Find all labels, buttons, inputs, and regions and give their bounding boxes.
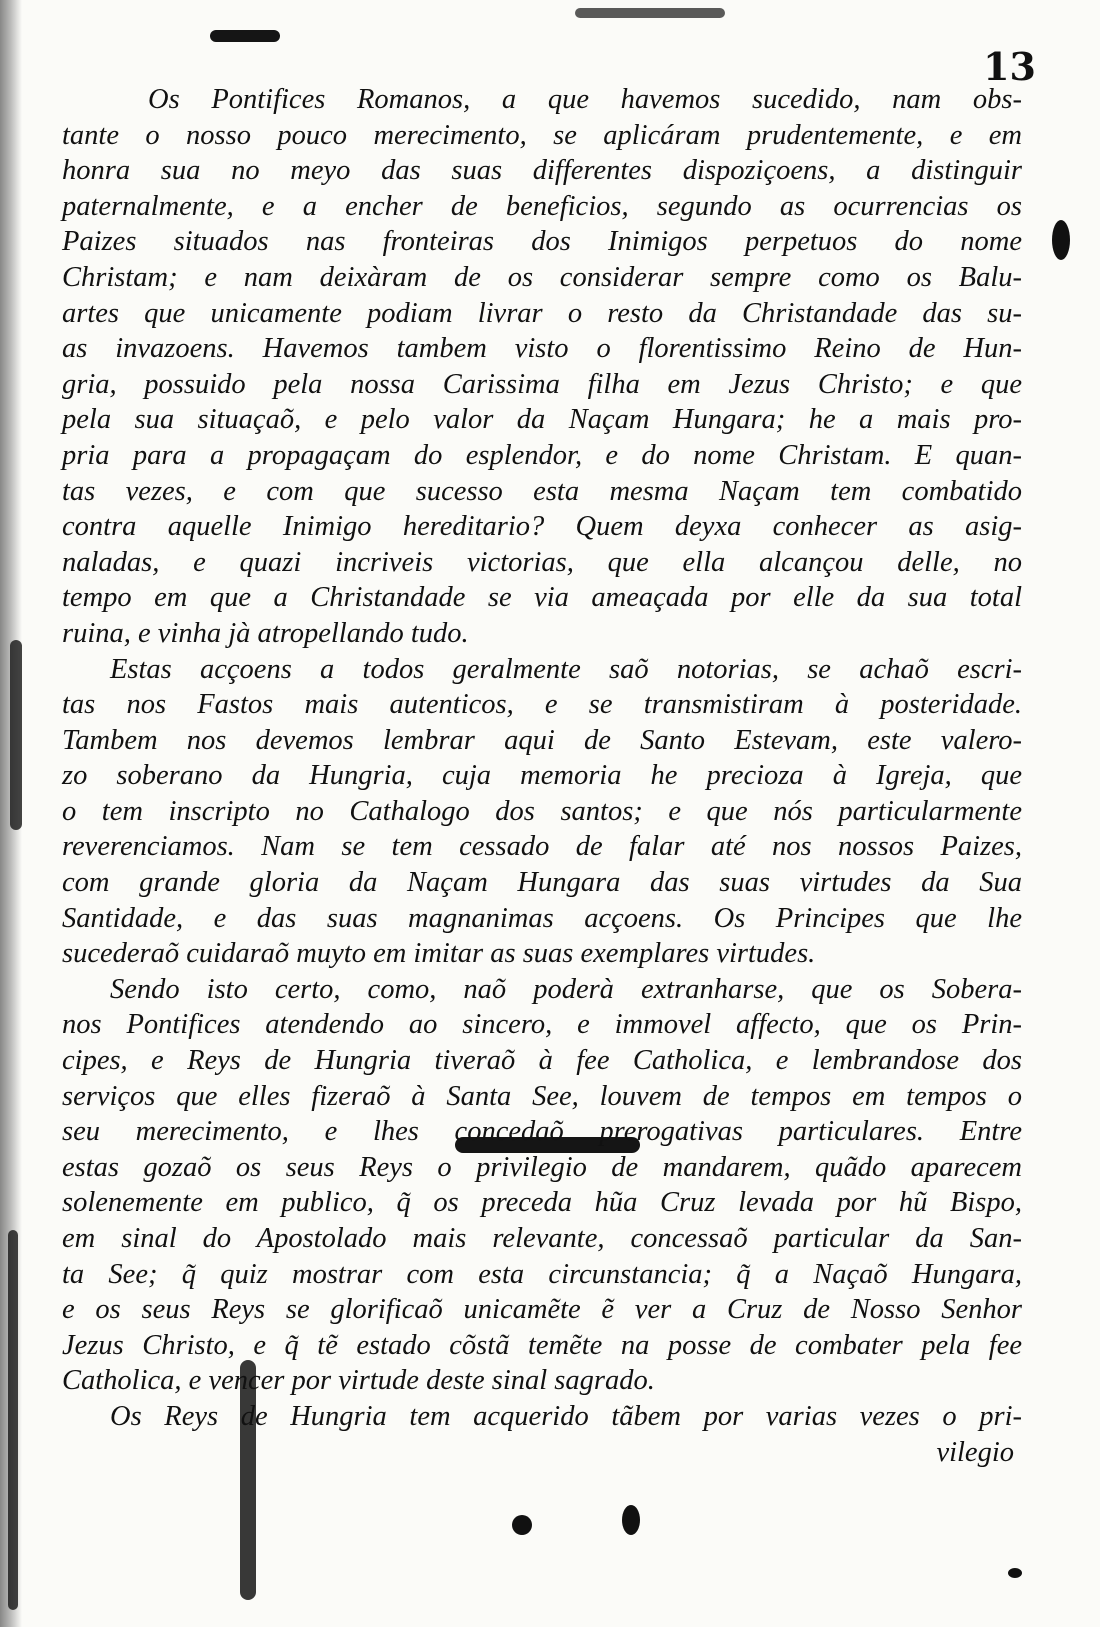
- text-line: tas nos Fastos mais autenticos, e se transmistiram à posteridade.: [62, 689, 1022, 721]
- text-line: Tambem nos devemos lembrar aqui de Santo Estevam, este valero-: [62, 724, 1022, 756]
- catchword: vilegio: [936, 1436, 1014, 1468]
- text-line: cipes, e Reys de Hungria tiveraõ à fee Catholica, e lembrandose dos: [62, 1045, 1022, 1077]
- ink-smudge-top: [210, 30, 280, 42]
- paragraph-2: [62, 652, 1022, 972]
- text-line: Jezus Christo, e q̃ tẽ estado cõstã temẽte na posse de combater pela fee: [62, 1329, 1022, 1361]
- ink-streak-left: [10, 640, 22, 830]
- text-line: honra sua no meyo das suas differentes dispoziçoens, a distinguir: [62, 155, 1022, 187]
- text-line: com grande gloria da Naçam Hungara das suas virtudes da Sua: [62, 867, 1022, 899]
- text-line: tante o nosso pouco merecimento, se aplicáram prudentemente, e em: [62, 119, 1022, 151]
- text-line: gria, possuido pela nossa Carissima filha em Jezus Christo; e que: [62, 368, 1022, 400]
- text-line: solenemente em publico, q̃ os preceda hũa Cruz levada por hũ Bispo,: [62, 1187, 1022, 1219]
- text-line: zo soberano da Hungria, cuja memoria he precioza à Igreja, que: [62, 760, 1022, 792]
- text-line: e os seus Reys se glorificaõ unicamẽte ẽ ver a Cruz de Nosso Senhor: [62, 1294, 1022, 1326]
- text-line: ta See; q̃ quiz mostrar com esta circunstancia; q̃ a Naçaõ Hungara,: [62, 1258, 1022, 1290]
- text-line: seu merecimento, e lhes concedaõ prerogativas particulares. Entre: [62, 1116, 1022, 1148]
- text-line: sucederaõ cuidaraõ muyto em imitar as suas exemplares virtudes.: [62, 938, 816, 970]
- text-line: tempo em que a Christandade se via ameaçada por elle da sua total: [62, 582, 1022, 614]
- ink-dot: [622, 1505, 640, 1535]
- text-line: Christam; e nam deixàram de os considerar sempre como os Balu-: [62, 261, 1022, 293]
- text-line: Estas acçoens a todos geralmente saõ notorias, se achaõ escri-: [110, 653, 1022, 685]
- text-line: ruina, e vinha jà atropellando tudo.: [62, 617, 469, 649]
- paragraph-3: [62, 972, 1022, 1399]
- text-line: serviços que elles fizeraõ à Santa See, louvem de tempos em tempos o: [62, 1080, 1022, 1112]
- paragraph-4: [62, 1399, 1022, 1470]
- page-number: 13: [983, 44, 1036, 89]
- text-line: Catholica, e vencer por virtude deste sinal sagrado.: [62, 1365, 655, 1397]
- text-line: nos Pontifices atendendo ao sincero, e immovel affecto, que os Prin-: [62, 1009, 1022, 1041]
- ink-dot: [512, 1515, 532, 1535]
- paragraph-1: [62, 82, 1022, 652]
- ink-smudge-top-right: [575, 8, 725, 18]
- text-line: naladas, e quazi incriveis victorias, que ella alcançou delle, no: [62, 546, 1022, 578]
- text-line: o tem inscripto no Cathalogo dos santos; e que nós particularmente: [62, 795, 1022, 827]
- text-line: pria para a propagaçam do esplendor, e do nome Christam. E quan-: [62, 439, 1022, 471]
- text-line: contra aquelle Inimigo hereditario? Quem deyxa conhecer as asig-: [62, 511, 1022, 543]
- ink-streak-left-lower: [8, 1230, 18, 1610]
- ink-blot: [1052, 220, 1070, 260]
- text-line: Paizes situados nas fronteiras dos Inimigos perpetuos do nome: [62, 226, 1022, 258]
- text-line: Santidade, e das suas magnanimas acçoens. Os Principes que lhe: [62, 902, 1022, 934]
- text-line: Os Reys de Hungria tem acquerido tãbem por varias vezes o pri-: [110, 1400, 1022, 1432]
- text-line: pela sua situaçaõ, e pelo valor da Naçam Hungara; he a mais pro-: [62, 404, 1022, 436]
- text-line: as invazoens. Havemos tambem visto o florentissimo Reino de Hun-: [62, 333, 1022, 365]
- text-line: tas vezes, e com que sucesso esta mesma Naçam tem combatido: [62, 475, 1022, 507]
- text-line: em sinal do Apostolado mais relevante, concessaõ particular da San-: [62, 1223, 1022, 1254]
- text-line: reverenciamos. Nam se tem cessado de falar até nos nossos Paizes,: [62, 831, 1022, 863]
- ink-dot: [1008, 1568, 1022, 1578]
- text-line: estas gozaõ os seus Reys o privilegio de mandarem, quãdo aparecem: [62, 1151, 1022, 1183]
- body-text: [62, 82, 1022, 1470]
- text-line: artes que unicamente podiam livrar o resto da Christandade das su-: [62, 297, 1022, 329]
- text-line: paternalmente, e a encher de beneficios, segundo as ocurrencias os: [62, 190, 1022, 222]
- text-line: Os Pontifices Romanos, a que havemos sucedido, nam obs-: [148, 84, 1022, 115]
- text-line: Sendo isto certo, como, naõ poderà extranharse, que os Sobera-: [110, 973, 1022, 1005]
